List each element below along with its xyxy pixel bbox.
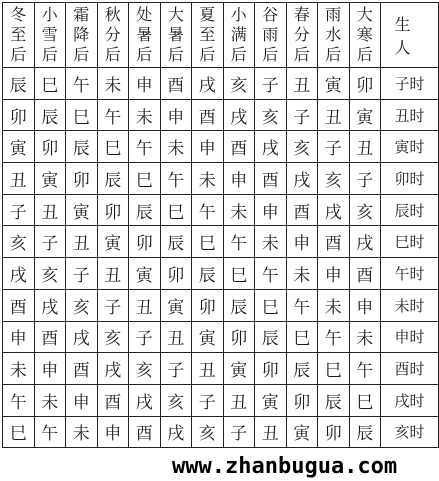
branch-cell: 丑	[255, 416, 287, 448]
branch-cell: 子	[286, 99, 318, 131]
solar-term-header	[129, 3, 161, 68]
branch-cell: 辰	[129, 194, 161, 226]
solar-term-char: 春	[293, 5, 310, 24]
birth-hour-cell: 卯时	[381, 163, 439, 195]
branch-cell: 酉	[34, 321, 66, 353]
branch-cell: 丑	[3, 163, 35, 195]
branch-cell: 戌	[3, 258, 35, 290]
branch-cell: 子	[3, 194, 35, 226]
solar-term-char: 冬	[10, 5, 27, 24]
branch-cell: 申	[66, 384, 98, 416]
branch-cell: 卯	[318, 416, 350, 448]
solar-term-char: 大	[167, 5, 184, 24]
branch-cell: 寅	[286, 416, 318, 448]
branch-cell: 卯	[223, 321, 255, 353]
branch-cell: 未	[223, 194, 255, 226]
branch-cell: 丑	[318, 99, 350, 131]
branch-cell: 丑	[223, 384, 255, 416]
solar-term-header	[192, 3, 224, 68]
branch-cell: 酉	[3, 289, 35, 321]
branch-cell: 戌	[129, 384, 161, 416]
branch-cell: 酉	[318, 226, 350, 258]
birth-hour-cell: 亥时	[381, 416, 439, 448]
solar-term-char: 雪	[41, 25, 58, 44]
birth-hour-cell: 子时	[381, 68, 439, 100]
branch-cell: 亥	[349, 194, 381, 226]
solar-term-char: 处	[136, 5, 153, 24]
solar-term-char: 降	[73, 25, 90, 44]
branch-cell: 亥	[129, 353, 161, 385]
branch-cell: 午	[192, 194, 224, 226]
solar-term-char: 后	[293, 45, 310, 64]
table-row	[3, 258, 439, 290]
branch-cell: 未	[160, 131, 192, 163]
branch-cell: 申	[349, 289, 381, 321]
branch-cell: 辰	[160, 226, 192, 258]
branch-cell: 戌	[160, 416, 192, 448]
solar-term-char: 小	[41, 5, 58, 24]
table-row	[3, 384, 439, 416]
branch-cell: 寅	[3, 131, 35, 163]
branch-cell: 寅	[97, 226, 129, 258]
branch-cell: 寅	[192, 321, 224, 353]
branch-cell: 未	[66, 416, 98, 448]
birth-hour-cell: 酉时	[381, 353, 439, 385]
branch-cell: 戌	[97, 353, 129, 385]
branch-cell: 戌	[66, 321, 98, 353]
branch-cell: 辰	[34, 99, 66, 131]
site-watermark: www.zhanbugua.com	[168, 452, 439, 481]
branch-cell: 丑	[66, 226, 98, 258]
solar-term-char: 大	[356, 5, 373, 24]
table-row	[3, 321, 439, 353]
birth-hour-cell: 巳时	[381, 226, 439, 258]
solar-term-char: 后	[73, 45, 90, 64]
branch-cell: 辰	[3, 68, 35, 100]
branch-cell: 子	[160, 353, 192, 385]
branch-cell: 巳	[286, 321, 318, 353]
table-row	[3, 163, 439, 195]
branch-cell: 戌	[349, 226, 381, 258]
solar-term-header	[97, 3, 129, 68]
branch-cell: 未	[349, 321, 381, 353]
solar-term-char: 秋	[104, 5, 121, 24]
branch-cell: 午	[286, 289, 318, 321]
branch-cell: 寅	[223, 353, 255, 385]
branch-cell: 午	[129, 131, 161, 163]
solar-term-char: 后	[325, 45, 342, 64]
branch-cell: 卯	[349, 68, 381, 100]
branch-cell: 子	[223, 416, 255, 448]
solar-term-header	[160, 3, 192, 68]
branch-cell: 未	[129, 99, 161, 131]
branch-cell: 子	[66, 258, 98, 290]
branch-cell: 巳	[349, 384, 381, 416]
branch-cell: 亥	[3, 226, 35, 258]
branch-cell: 申	[286, 226, 318, 258]
solar-term-char: 后	[262, 45, 279, 64]
branch-cell: 酉	[223, 131, 255, 163]
branch-cell: 未	[286, 258, 318, 290]
branch-cell: 巳	[3, 416, 35, 448]
branch-cell: 午	[66, 68, 98, 100]
branch-cell: 卯	[255, 353, 287, 385]
branch-cell: 寅	[66, 194, 98, 226]
solar-term-char: 后	[104, 45, 121, 64]
branch-cell: 辰	[318, 384, 350, 416]
solar-term-char: 后	[10, 45, 27, 64]
branch-cell: 巳	[34, 68, 66, 100]
solar-term-char: 霜	[73, 5, 90, 24]
branch-cell: 酉	[97, 384, 129, 416]
branch-cell: 亥	[97, 321, 129, 353]
branch-cell: 戌	[34, 289, 66, 321]
solar-term-char: 雨	[262, 25, 279, 44]
solar-term-char: 至	[199, 25, 216, 44]
birth-hour-cell: 申时	[381, 321, 439, 353]
solar-term-char: 小	[230, 5, 247, 24]
branch-cell: 巳	[255, 289, 287, 321]
solar-term-char: 雨	[325, 5, 342, 24]
solar-term-char: 至	[10, 25, 27, 44]
branch-cell: 丑	[192, 353, 224, 385]
branch-cell: 卯	[3, 99, 35, 131]
solar-term-char: 寒	[356, 25, 373, 44]
branch-cell: 亥	[286, 131, 318, 163]
solar-term-char: 后	[136, 45, 153, 64]
branch-cell: 辰	[66, 131, 98, 163]
birth-hour-cell: 丑时	[381, 99, 439, 131]
branch-cell: 酉	[255, 163, 287, 195]
branch-cell: 丑	[349, 131, 381, 163]
branch-cell: 申	[160, 99, 192, 131]
birth-time-table	[2, 2, 439, 448]
branch-cell: 未	[318, 289, 350, 321]
solar-term-header	[34, 3, 66, 68]
solar-term-char: 水	[325, 25, 342, 44]
branch-cell: 辰	[286, 353, 318, 385]
branch-cell: 卯	[34, 131, 66, 163]
table-row	[3, 68, 439, 100]
branch-cell: 亥	[318, 163, 350, 195]
branch-cell: 巳	[129, 163, 161, 195]
table-row	[3, 99, 439, 131]
branch-cell: 酉	[160, 68, 192, 100]
branch-cell: 卯	[286, 384, 318, 416]
solar-term-header	[349, 3, 381, 68]
branch-cell: 巳	[160, 194, 192, 226]
branch-cell: 亥	[66, 289, 98, 321]
branch-cell: 子	[129, 321, 161, 353]
branch-cell: 卯	[129, 226, 161, 258]
birth-hour-cell: 未时	[381, 289, 439, 321]
branch-cell: 午	[349, 353, 381, 385]
branch-cell: 未	[192, 163, 224, 195]
branch-cell: 申	[318, 258, 350, 290]
branch-cell: 申	[97, 416, 129, 448]
branch-cell: 寅	[255, 384, 287, 416]
branch-cell: 寅	[160, 289, 192, 321]
branch-cell: 戌	[318, 194, 350, 226]
solar-term-char: 后	[356, 45, 373, 64]
birth-hour-cell: 午时	[381, 258, 439, 290]
branch-cell: 午	[160, 163, 192, 195]
branch-cell: 丑	[286, 68, 318, 100]
branch-cell: 申	[34, 353, 66, 385]
solar-term-char: 后	[230, 45, 247, 64]
birth-hour-cell: 寅时	[381, 131, 439, 163]
branch-cell: 子	[34, 226, 66, 258]
branch-cell: 未	[34, 384, 66, 416]
branch-cell: 申	[192, 131, 224, 163]
solar-term-char: 分	[293, 25, 310, 44]
solar-term-header	[286, 3, 318, 68]
branch-cell: 亥	[255, 99, 287, 131]
branch-cell: 寅	[129, 258, 161, 290]
solar-term-header	[3, 3, 35, 68]
branch-cell: 丑	[97, 258, 129, 290]
branch-cell: 子	[318, 131, 350, 163]
branch-cell: 戌	[255, 131, 287, 163]
branch-cell: 巳	[192, 226, 224, 258]
branch-cell: 酉	[286, 194, 318, 226]
branch-cell: 未	[3, 353, 35, 385]
solar-term-char: 暑	[136, 25, 153, 44]
branch-cell: 辰	[192, 258, 224, 290]
table-row	[3, 416, 439, 448]
table-row	[3, 131, 439, 163]
branch-cell: 酉	[66, 353, 98, 385]
branch-cell: 午	[223, 226, 255, 258]
branch-cell: 寅	[318, 68, 350, 100]
branch-cell: 酉	[192, 99, 224, 131]
branch-cell: 酉	[129, 416, 161, 448]
birth-hour-cell: 戌时	[381, 384, 439, 416]
branch-cell: 申	[255, 194, 287, 226]
solar-term-char: 后	[41, 45, 58, 64]
branch-cell: 亥	[223, 68, 255, 100]
branch-cell: 戌	[223, 99, 255, 131]
branch-cell: 子	[349, 163, 381, 195]
solar-term-header	[318, 3, 350, 68]
table-row	[3, 226, 439, 258]
branch-cell: 巳	[318, 353, 350, 385]
branch-cell: 辰	[349, 416, 381, 448]
header-row	[3, 3, 439, 68]
branch-cell: 未	[255, 226, 287, 258]
solar-term-char: 谷	[262, 5, 279, 24]
branch-cell: 丑	[34, 194, 66, 226]
branch-cell: 卯	[97, 194, 129, 226]
branch-cell: 亥	[160, 384, 192, 416]
branch-cell: 未	[97, 68, 129, 100]
solar-term-char: 暑	[167, 25, 184, 44]
branch-cell: 寅	[34, 163, 66, 195]
branch-cell: 辰	[255, 321, 287, 353]
branch-cell: 申	[3, 321, 35, 353]
branch-cell: 寅	[349, 99, 381, 131]
branch-cell: 卯	[160, 258, 192, 290]
branch-cell: 子	[97, 289, 129, 321]
solar-term-char: 后	[199, 45, 216, 64]
table-row	[3, 289, 439, 321]
branch-cell: 丑	[129, 289, 161, 321]
solar-term-header	[66, 3, 98, 68]
branch-cell: 卯	[192, 289, 224, 321]
branch-cell: 午	[34, 416, 66, 448]
solar-term-header	[255, 3, 287, 68]
branch-cell: 巳	[66, 99, 98, 131]
solar-term-char: 满	[230, 25, 247, 44]
branch-cell: 亥	[192, 416, 224, 448]
branch-cell: 戌	[286, 163, 318, 195]
branch-cell: 午	[3, 384, 35, 416]
table-row	[3, 194, 439, 226]
branch-cell: 丑	[160, 321, 192, 353]
solar-term-char: 夏	[199, 5, 216, 24]
birth-label-header: 生人	[381, 3, 439, 68]
branch-cell: 午	[318, 321, 350, 353]
branch-cell: 巳	[223, 258, 255, 290]
branch-cell: 子	[192, 384, 224, 416]
table-row	[3, 353, 439, 385]
solar-term-char: 分	[104, 25, 121, 44]
branch-cell: 卯	[66, 163, 98, 195]
branch-cell: 午	[97, 99, 129, 131]
birth-hour-cell: 辰时	[381, 194, 439, 226]
branch-cell: 辰	[97, 163, 129, 195]
branch-cell: 午	[255, 258, 287, 290]
branch-cell: 戌	[192, 68, 224, 100]
branch-cell: 巳	[97, 131, 129, 163]
solar-term-header	[223, 3, 255, 68]
branch-cell: 子	[255, 68, 287, 100]
branch-cell: 辰	[223, 289, 255, 321]
branch-cell: 亥	[34, 258, 66, 290]
branch-cell: 申	[129, 68, 161, 100]
branch-cell: 酉	[349, 258, 381, 290]
solar-term-char: 后	[167, 45, 184, 64]
branch-cell: 申	[223, 163, 255, 195]
